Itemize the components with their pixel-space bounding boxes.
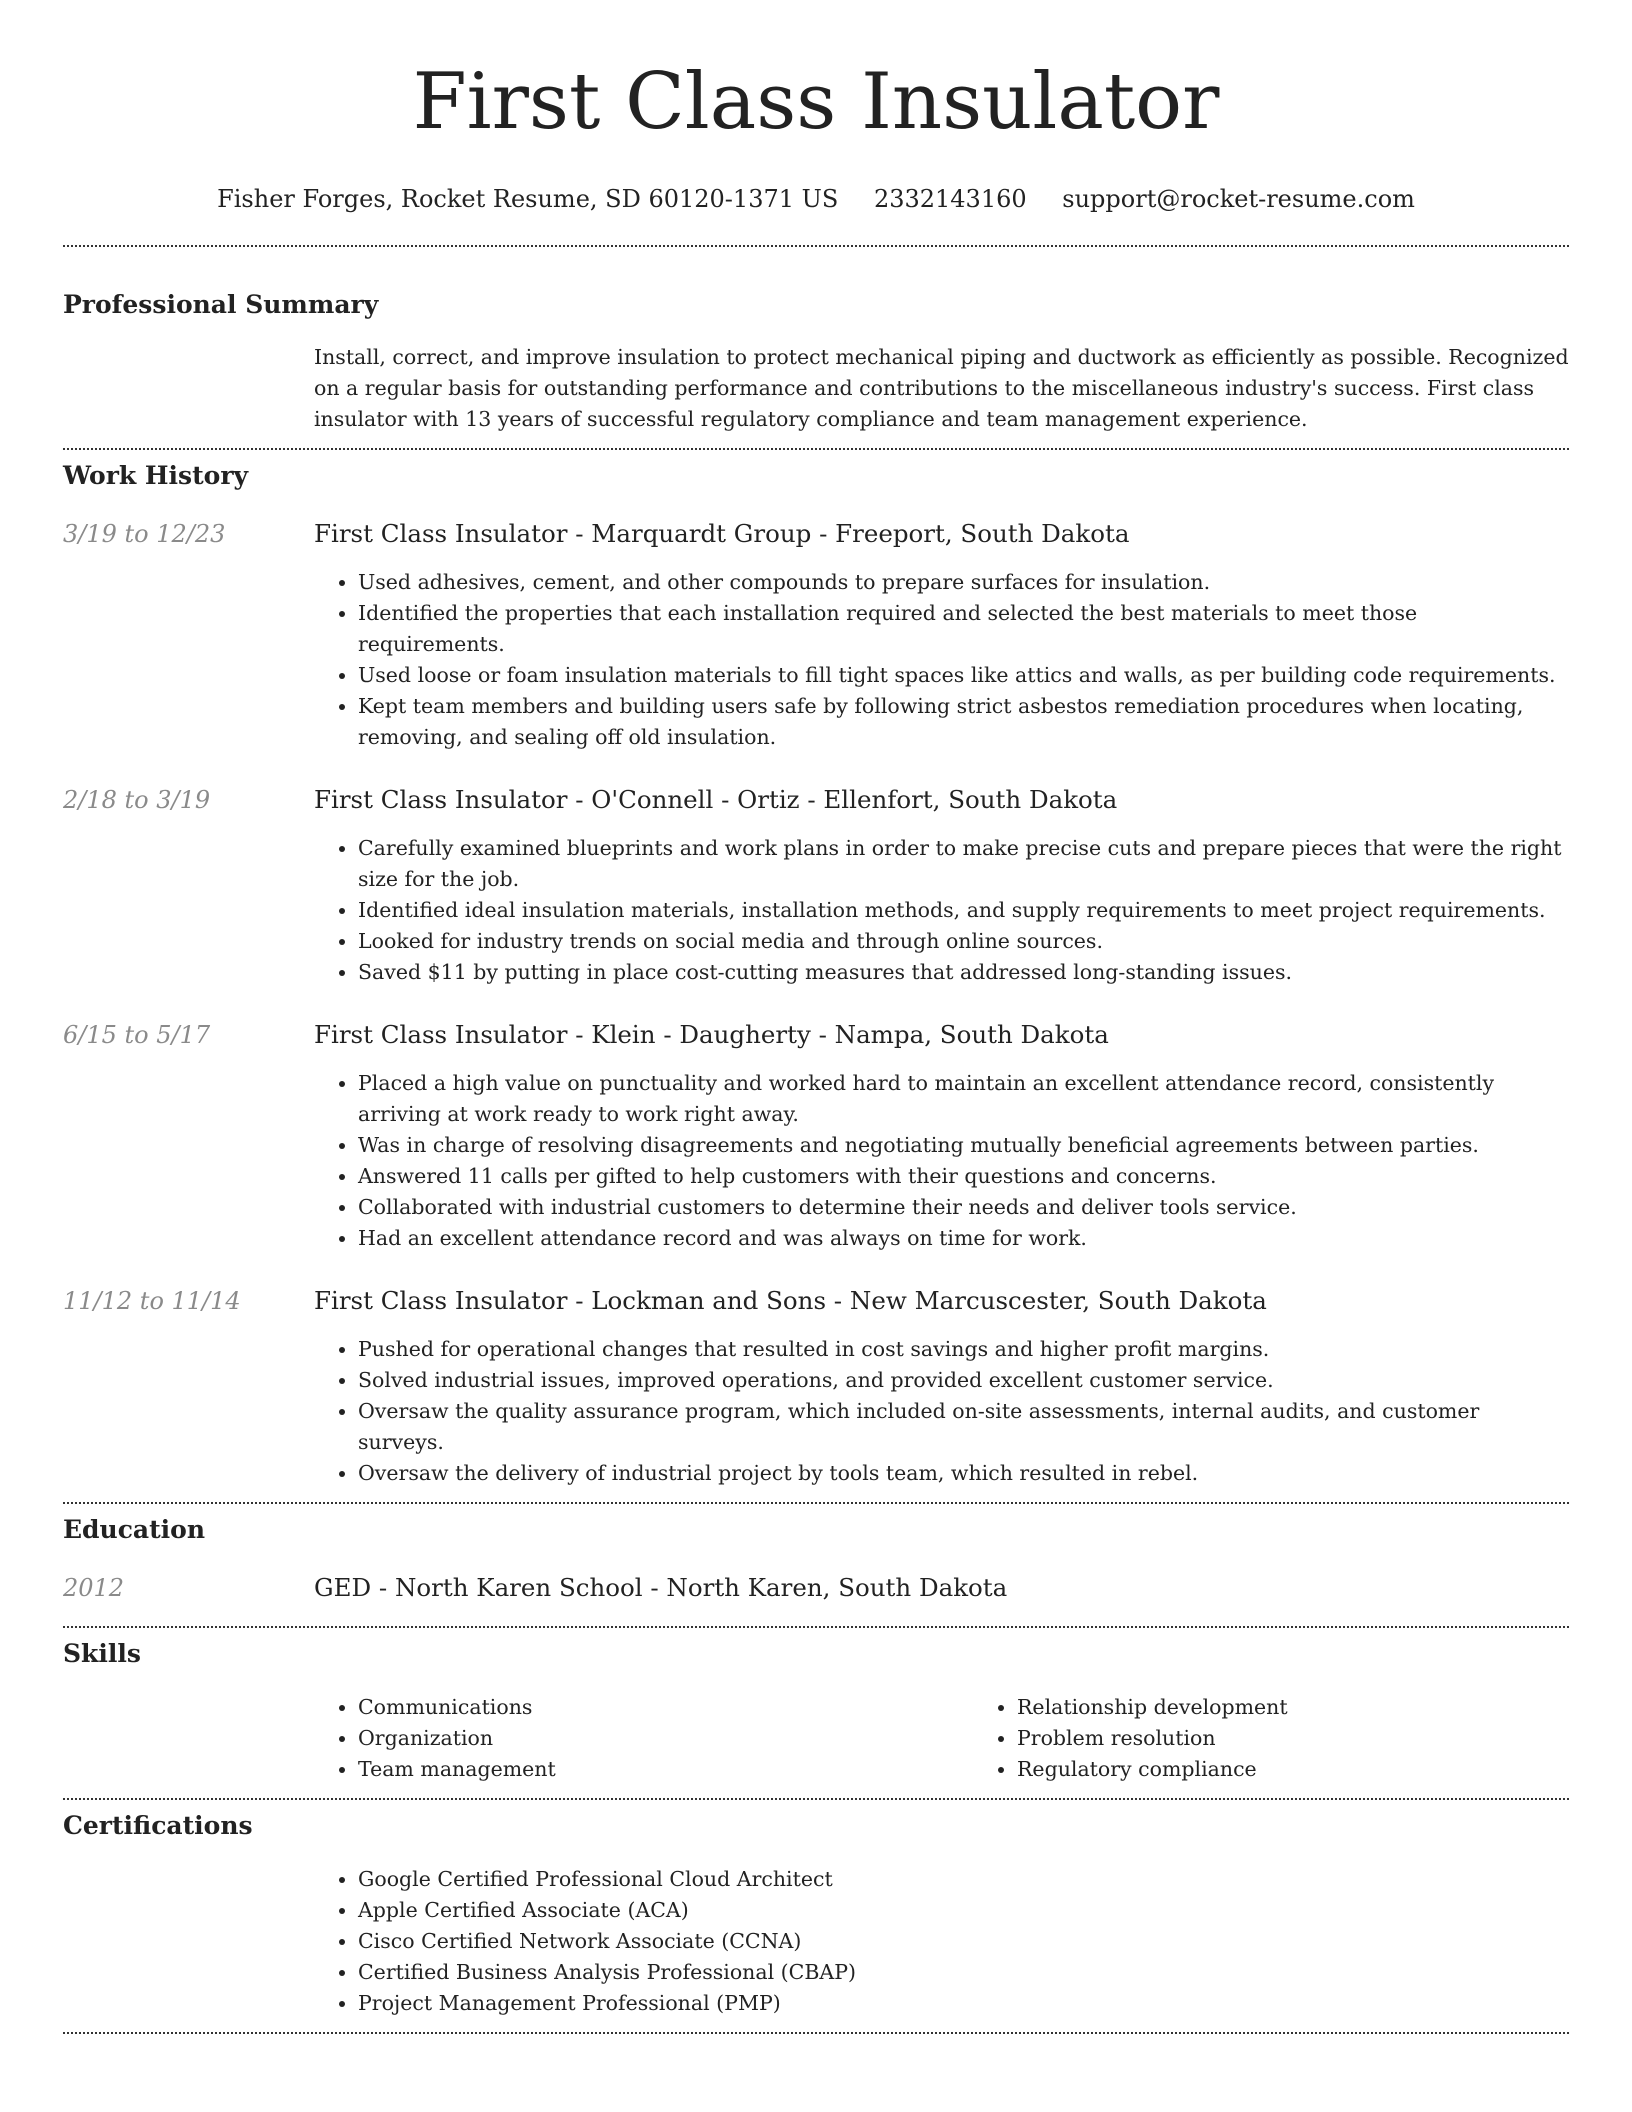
contact-phone: 2332143160 xyxy=(873,185,1027,213)
job-entry xyxy=(63,1285,1569,1489)
education-year: 2012 xyxy=(63,1574,125,1602)
list-item: • Carefully examined blueprints and work plans in order to make precise cuts and prepare pieces that were the right size for the job. xyxy=(358,833,1569,895)
education-section xyxy=(63,1514,1569,1604)
list-item: • Identified the properties that each installation required and selected the best materials to meet those requirements. xyxy=(358,598,1569,660)
work-history-section xyxy=(63,460,1569,1489)
list-item: • Relationship development xyxy=(1017,1692,1632,1723)
list-item: • Problem resolution xyxy=(1017,1723,1632,1754)
list-item: • Was in charge of resolving disagreements and negotiating mutually beneficial agreements between parties. xyxy=(358,1130,1569,1161)
summary-row xyxy=(63,342,1569,435)
certifications-list xyxy=(314,1864,1569,2019)
job-title: First Class Insulator - Lockman and Sons - New Marcuscester, South Dakota xyxy=(314,1286,1267,1315)
job-entry xyxy=(63,1019,1569,1254)
list-item: • Google Certified Professional Cloud Architect xyxy=(358,1864,1569,1895)
divider xyxy=(63,1798,1569,1800)
job-title: First Class Insulator - O'Connell - Ortiz - Ellenfort, South Dakota xyxy=(314,785,1118,814)
job-bullets xyxy=(314,833,1569,988)
job-entry xyxy=(63,518,1569,753)
skills-list-right xyxy=(973,1692,1632,1785)
list-item: • Answered 11 calls per gifted to help customers with their questions and concerns. xyxy=(358,1161,1569,1192)
divider xyxy=(63,1626,1569,1628)
job-dates: 6/15 to 5/17 xyxy=(63,1021,211,1049)
section-title: Skills xyxy=(63,1639,141,1668)
job-bullets xyxy=(314,1068,1569,1254)
skills-section xyxy=(63,1638,1569,1785)
section-title: Certifications xyxy=(63,1811,253,1840)
list-item: • Had an excellent attendance record and was always on time for work. xyxy=(358,1223,1569,1254)
list-item: • Regulatory compliance xyxy=(1017,1754,1632,1785)
education-detail: GED - North Karen School - North Karen, South Dakota xyxy=(314,1573,1008,1602)
education-entry xyxy=(63,1572,1569,1604)
list-item: • Organization xyxy=(358,1723,973,1754)
list-item: • Pushed for operational changes that resulted in cost savings and higher profit margins. xyxy=(358,1334,1569,1365)
job-title: First Class Insulator - Klein - Daugherty - Nampa, South Dakota xyxy=(314,1020,1109,1049)
list-item: • Apple Certified Associate (ACA) xyxy=(358,1895,1569,1926)
contact-email: support@rocket-resume.com xyxy=(1062,185,1415,213)
list-item: • Cisco Certified Network Associate (CCNA) xyxy=(358,1926,1569,1957)
job-bullets xyxy=(314,567,1569,753)
job-bullets xyxy=(314,1334,1569,1489)
section-title: Work History xyxy=(63,461,249,490)
list-item: • Looked for industry trends on social media and through online sources. xyxy=(358,926,1569,957)
divider xyxy=(63,245,1569,247)
list-item: • Oversaw the delivery of industrial project by tools team, which resulted in rebel. xyxy=(358,1458,1569,1489)
list-item: • Certified Business Analysis Professional (CBAP) xyxy=(358,1957,1569,1988)
job-dates: 2/18 to 3/19 xyxy=(63,786,211,814)
job-entry xyxy=(63,784,1569,988)
list-item: • Identified ideal insulation materials, installation methods, and supply requirements to meet project requirements. xyxy=(358,895,1569,926)
section-title: Professional Summary xyxy=(63,290,379,319)
list-item: • Team management xyxy=(358,1754,973,1785)
list-item: • Communications xyxy=(358,1692,973,1723)
divider xyxy=(63,1502,1569,1504)
divider xyxy=(63,448,1569,450)
certifications-section xyxy=(63,1810,1569,2019)
list-item: • Used loose or foam insulation materials to fill tight spaces like attics and walls, as per building code requirements. xyxy=(358,660,1569,691)
certifications-row xyxy=(63,1864,1569,2019)
job-title: First Class Insulator - Marquardt Group - Freeport, South Dakota xyxy=(314,519,1130,548)
list-item: • Saved $11 by putting in place cost-cutting measures that addressed long-standing issues. xyxy=(358,957,1569,988)
summary-section xyxy=(63,289,1569,435)
skills-list-left xyxy=(314,1692,973,1785)
list-item: • Kept team members and building users safe by following strict asbestos remediation procedures when locating, removing, and sealing off old insulation. xyxy=(358,691,1569,753)
candidate-name: First Class Insulator xyxy=(412,57,1220,147)
job-dates: 3/19 to 12/23 xyxy=(63,520,226,548)
list-item: • Placed a high value on punctuality and worked hard to maintain an excellent attendance record, consistently arriving at work ready to work right away. xyxy=(358,1068,1569,1130)
section-title: Education xyxy=(63,1515,206,1544)
contact-line xyxy=(63,184,1569,214)
list-item: • Solved industrial issues, improved operations, and provided excellent customer service. xyxy=(358,1365,1569,1396)
job-dates: 11/12 to 11/14 xyxy=(63,1287,241,1315)
divider xyxy=(63,2032,1569,2034)
skills-row xyxy=(63,1692,1569,1785)
contact-address: Fisher Forges, Rocket Resume, SD 60120-1371 US xyxy=(217,185,839,213)
list-item: • Collaborated with industrial customers to determine their needs and deliver tools service. xyxy=(358,1192,1569,1223)
summary-text: Install, correct, and improve insulation to protect mechanical piping and ductwork as efficiently as possible. Recognized on a regular basis for outstanding performance and contributions to the miscellaneous industry's success. First class insulator with 13 years of successful regulatory compliance and team management experience. xyxy=(314,345,1569,431)
list-item: • Oversaw the quality assurance program, which included on-site assessments, internal audits, and customer surveys. xyxy=(358,1396,1569,1458)
list-item: • Used adhesives, cement, and other compounds to prepare surfaces for insulation. xyxy=(358,567,1569,598)
list-item: • Project Management Professional (PMP) xyxy=(358,1988,1569,2019)
